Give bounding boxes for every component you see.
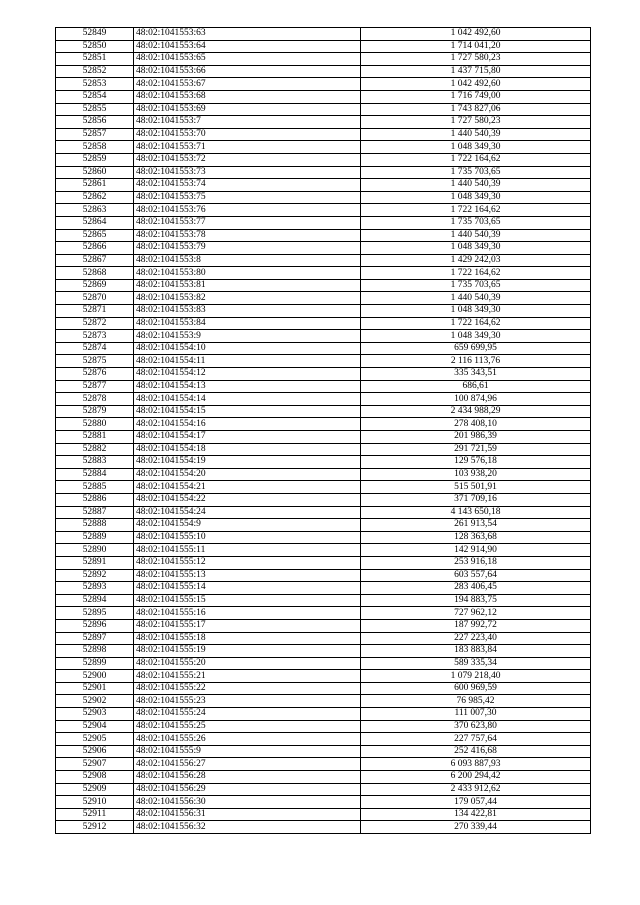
row-number-cell: 52884 [56,468,134,481]
table-row [56,456,591,469]
table-row [56,179,591,192]
row-number-cell: 52852 [56,65,134,78]
value-cell: 111 007,30 [361,708,591,721]
cadastral-number-cell: 48:02:1041553:70 [134,128,361,141]
row-number-cell: 52905 [56,733,134,746]
row-number-cell: 52899 [56,657,134,670]
table-row [56,670,591,683]
row-number-cell: 52874 [56,342,134,355]
row-number-cell: 52872 [56,317,134,330]
table-row [56,582,591,595]
cadastral-number-cell: 48:02:1041553:66 [134,65,361,78]
cadastral-number-cell: 48:02:1041554:15 [134,405,361,418]
value-cell: 4 143 650,18 [361,506,591,519]
value-cell: 1 714 041,20 [361,40,591,53]
cadastral-number-cell: 48:02:1041555:18 [134,632,361,645]
value-cell: 600 969,59 [361,682,591,695]
table-row [56,65,591,78]
table-row [56,720,591,733]
cadastral-number-cell: 48:02:1041553:81 [134,279,361,292]
table-row [56,645,591,658]
table-row [56,481,591,494]
value-cell: 1 048 349,30 [361,141,591,154]
value-cell: 179 057,44 [361,796,591,809]
cadastral-number-cell: 48:02:1041553:73 [134,166,361,179]
row-number-cell: 52901 [56,682,134,695]
cadastral-number-cell: 48:02:1041553:69 [134,103,361,116]
table-row [56,771,591,784]
row-number-cell: 52877 [56,380,134,393]
cadastral-number-cell: 48:02:1041556:30 [134,796,361,809]
row-number-cell: 52895 [56,607,134,620]
value-cell: 2 434 988,29 [361,405,591,418]
cadastral-number-cell: 48:02:1041553:74 [134,179,361,192]
row-number-cell: 52861 [56,179,134,192]
cadastral-number-cell: 48:02:1041553:76 [134,204,361,217]
row-number-cell: 52871 [56,305,134,318]
row-number-cell: 52855 [56,103,134,116]
cadastral-number-cell: 48:02:1041556:29 [134,783,361,796]
value-cell: 103 938,20 [361,468,591,481]
row-number-cell: 52885 [56,481,134,494]
value-cell: 1 048 349,30 [361,242,591,255]
cadastral-number-cell: 48:02:1041554:18 [134,443,361,456]
table-row [56,745,591,758]
value-cell: 1 735 703,65 [361,216,591,229]
row-number-cell: 52879 [56,405,134,418]
value-cell: 727 962,12 [361,607,591,620]
cadastral-number-cell: 48:02:1041555:14 [134,582,361,595]
value-cell: 686,61 [361,380,591,393]
value-cell: 1 727 580,23 [361,53,591,66]
cadastral-number-cell: 48:02:1041554:13 [134,380,361,393]
table-row [56,368,591,381]
table-row [56,153,591,166]
value-cell: 134 422,81 [361,808,591,821]
cadastral-number-cell: 48:02:1041553:78 [134,229,361,242]
row-number-cell: 52911 [56,808,134,821]
value-cell: 1 042 492,60 [361,78,591,91]
table-row [56,682,591,695]
cadastral-number-cell: 48:02:1041555:22 [134,682,361,695]
cadastral-number-cell: 48:02:1041555:16 [134,607,361,620]
value-cell: 270 339,44 [361,821,591,834]
row-number-cell: 52896 [56,619,134,632]
cadastral-number-cell: 48:02:1041553:8 [134,254,361,267]
table-row [56,607,591,620]
value-cell: 1 042 492,60 [361,28,591,41]
row-number-cell: 52876 [56,368,134,381]
row-number-cell: 52857 [56,128,134,141]
table-row [56,380,591,393]
row-number-cell: 52887 [56,506,134,519]
cadastral-number-cell: 48:02:1041553:71 [134,141,361,154]
cadastral-number-cell: 48:02:1041553:63 [134,28,361,41]
table-row [56,90,591,103]
row-number-cell: 52851 [56,53,134,66]
value-cell: 100 874,96 [361,393,591,406]
row-number-cell: 52856 [56,116,134,129]
table-row [56,519,591,532]
value-cell: 1 048 349,30 [361,330,591,343]
value-cell: 183 883,84 [361,645,591,658]
cadastral-number-cell: 48:02:1041553:65 [134,53,361,66]
table-row [56,695,591,708]
row-number-cell: 52912 [56,821,134,834]
cadastral-number-cell: 48:02:1041553:7 [134,116,361,129]
table-row [56,468,591,481]
table-row [56,594,591,607]
row-number-cell: 52881 [56,431,134,444]
cadastral-number-cell: 48:02:1041553:84 [134,317,361,330]
value-cell: 2 433 912,62 [361,783,591,796]
cadastral-number-cell: 48:02:1041555:13 [134,569,361,582]
table-row [56,342,591,355]
cadastral-number-cell: 48:02:1041554:17 [134,431,361,444]
value-cell: 1 079 218,40 [361,670,591,683]
table-row [56,229,591,242]
value-cell: 1 440 540,39 [361,179,591,192]
cadastral-number-cell: 48:02:1041556:32 [134,821,361,834]
cadastral-number-cell: 48:02:1041555:10 [134,531,361,544]
table-row [56,292,591,305]
value-cell: 253 916,18 [361,556,591,569]
row-number-cell: 52858 [56,141,134,154]
value-cell: 283 406,45 [361,582,591,595]
value-cell: 227 757,64 [361,733,591,746]
row-number-cell: 52866 [56,242,134,255]
cadastral-number-cell: 48:02:1041554:22 [134,493,361,506]
row-number-cell: 52865 [56,229,134,242]
table-row [56,28,591,41]
value-cell: 129 576,18 [361,456,591,469]
value-cell: 371 709,16 [361,493,591,506]
row-number-cell: 52890 [56,544,134,557]
row-number-cell: 52906 [56,745,134,758]
table-row [56,191,591,204]
value-cell: 76 985,42 [361,695,591,708]
value-cell: 603 557,64 [361,569,591,582]
table-row [56,821,591,834]
row-number-cell: 52889 [56,531,134,544]
cadastral-number-cell: 48:02:1041553:64 [134,40,361,53]
cadastral-number-cell: 48:02:1041555:15 [134,594,361,607]
table-row [56,796,591,809]
table-row [56,355,591,368]
value-cell: 1 727 580,23 [361,116,591,129]
cadastral-number-cell: 48:02:1041554:11 [134,355,361,368]
value-cell: 659 699,95 [361,342,591,355]
table-row [56,531,591,544]
table-row [56,569,591,582]
row-number-cell: 52893 [56,582,134,595]
table-row [56,632,591,645]
cadastral-number-cell: 48:02:1041554:19 [134,456,361,469]
row-number-cell: 52909 [56,783,134,796]
cadastral-number-cell: 48:02:1041556:28 [134,771,361,784]
table-row [56,40,591,53]
value-cell: 1 722 164,62 [361,204,591,217]
cadastral-number-cell: 48:02:1041553:72 [134,153,361,166]
cadastral-number-cell: 48:02:1041553:79 [134,242,361,255]
cadastral-number-cell: 48:02:1041555:20 [134,657,361,670]
cadastral-number-cell: 48:02:1041553:80 [134,267,361,280]
row-number-cell: 52882 [56,443,134,456]
row-number-cell: 52888 [56,519,134,532]
row-number-cell: 52902 [56,695,134,708]
table-row [56,53,591,66]
value-cell: 227 223,40 [361,632,591,645]
row-number-cell: 52869 [56,279,134,292]
table-row [56,216,591,229]
table-row [56,103,591,116]
table-body [56,28,591,834]
table-row [56,783,591,796]
value-cell: 335 343,51 [361,368,591,381]
value-cell: 1 716 749,00 [361,90,591,103]
value-cell: 370 623,80 [361,720,591,733]
value-cell: 1 722 164,62 [361,317,591,330]
row-number-cell: 52853 [56,78,134,91]
value-cell: 1 429 242,03 [361,254,591,267]
value-cell: 201 986,39 [361,431,591,444]
value-cell: 515 501,91 [361,481,591,494]
table-row [56,78,591,91]
table-row [56,267,591,280]
table-row [56,544,591,557]
table-row [56,116,591,129]
value-cell: 2 116 113,76 [361,355,591,368]
value-cell: 194 883,75 [361,594,591,607]
table-row [56,330,591,343]
value-cell: 1 743 827,06 [361,103,591,116]
cadastral-number-cell: 48:02:1041556:27 [134,758,361,771]
value-cell: 1 735 703,65 [361,166,591,179]
cadastral-number-cell: 48:02:1041555:17 [134,619,361,632]
table-row [56,808,591,821]
row-number-cell: 52903 [56,708,134,721]
value-cell: 278 408,10 [361,418,591,431]
cadastral-number-cell: 48:02:1041554:21 [134,481,361,494]
cadastral-number-cell: 48:02:1041555:12 [134,556,361,569]
cadastral-number-cell: 48:02:1041554:10 [134,342,361,355]
value-cell: 252 416,68 [361,745,591,758]
table-row [56,242,591,255]
value-cell: 187 992,72 [361,619,591,632]
cadastral-number-cell: 48:02:1041553:83 [134,305,361,318]
row-number-cell: 52850 [56,40,134,53]
table-row [56,418,591,431]
table-row [56,254,591,267]
table-row [56,619,591,632]
value-cell: 1 048 349,30 [361,191,591,204]
table-row [56,443,591,456]
table-row [56,166,591,179]
row-number-cell: 52910 [56,796,134,809]
value-cell: 291 721,59 [361,443,591,456]
cadastral-number-cell: 48:02:1041553:77 [134,216,361,229]
table-row [56,733,591,746]
value-cell: 261 913,54 [361,519,591,532]
row-number-cell: 52898 [56,645,134,658]
cadastral-number-cell: 48:02:1041553:75 [134,191,361,204]
table-row [56,317,591,330]
cadastral-number-cell: 48:02:1041554:12 [134,368,361,381]
cadastral-number-cell: 48:02:1041554:16 [134,418,361,431]
value-cell: 1 440 540,39 [361,292,591,305]
table-row [56,506,591,519]
table-row [56,128,591,141]
row-number-cell: 52891 [56,556,134,569]
cadastral-number-cell: 48:02:1041555:21 [134,670,361,683]
cadastral-number-cell: 48:02:1041554:9 [134,519,361,532]
row-number-cell: 52875 [56,355,134,368]
row-number-cell: 52864 [56,216,134,229]
cadastral-number-cell: 48:02:1041553:9 [134,330,361,343]
table-row [56,431,591,444]
cadastral-number-cell: 48:02:1041554:14 [134,393,361,406]
cadastral-number-cell: 48:02:1041553:67 [134,78,361,91]
data-table [55,27,591,834]
row-number-cell: 52863 [56,204,134,217]
row-number-cell: 52897 [56,632,134,645]
cadastral-number-cell: 48:02:1041555:25 [134,720,361,733]
row-number-cell: 52849 [56,28,134,41]
value-cell: 1 722 164,62 [361,153,591,166]
row-number-cell: 52868 [56,267,134,280]
table-row [56,279,591,292]
table-row [56,141,591,154]
row-number-cell: 52859 [56,153,134,166]
cadastral-number-cell: 48:02:1041555:11 [134,544,361,557]
cadastral-number-cell: 48:02:1041553:82 [134,292,361,305]
value-cell: 589 335,34 [361,657,591,670]
table-row [56,657,591,670]
table-row [56,393,591,406]
cadastral-number-cell: 48:02:1041555:24 [134,708,361,721]
table-row [56,204,591,217]
row-number-cell: 52900 [56,670,134,683]
cadastral-number-cell: 48:02:1041555:23 [134,695,361,708]
value-cell: 142 914,90 [361,544,591,557]
value-cell: 6 093 887,93 [361,758,591,771]
table-row [56,708,591,721]
cadastral-number-cell: 48:02:1041556:31 [134,808,361,821]
value-cell: 1 440 540,39 [361,128,591,141]
value-cell: 1 437 715,80 [361,65,591,78]
row-number-cell: 52892 [56,569,134,582]
cadastral-number-cell: 48:02:1041555:19 [134,645,361,658]
row-number-cell: 52904 [56,720,134,733]
table-row [56,556,591,569]
row-number-cell: 52883 [56,456,134,469]
cadastral-number-cell: 48:02:1041554:20 [134,468,361,481]
row-number-cell: 52873 [56,330,134,343]
row-number-cell: 52894 [56,594,134,607]
row-number-cell: 52867 [56,254,134,267]
row-number-cell: 52862 [56,191,134,204]
value-cell: 1 735 703,65 [361,279,591,292]
value-cell: 1 722 164,62 [361,267,591,280]
table-row [56,405,591,418]
row-number-cell: 52854 [56,90,134,103]
cadastral-number-cell: 48:02:1041555:9 [134,745,361,758]
row-number-cell: 52886 [56,493,134,506]
cadastral-number-cell: 48:02:1041554:24 [134,506,361,519]
table-row [56,493,591,506]
value-cell: 128 363,68 [361,531,591,544]
row-number-cell: 52907 [56,758,134,771]
value-cell: 6 200 294,42 [361,771,591,784]
cadastral-number-cell: 48:02:1041555:26 [134,733,361,746]
row-number-cell: 52878 [56,393,134,406]
row-number-cell: 52860 [56,166,134,179]
cadastral-number-cell: 48:02:1041553:68 [134,90,361,103]
table-row [56,758,591,771]
row-number-cell: 52880 [56,418,134,431]
row-number-cell: 52870 [56,292,134,305]
value-cell: 1 048 349,30 [361,305,591,318]
table-row [56,305,591,318]
row-number-cell: 52908 [56,771,134,784]
value-cell: 1 440 540,39 [361,229,591,242]
